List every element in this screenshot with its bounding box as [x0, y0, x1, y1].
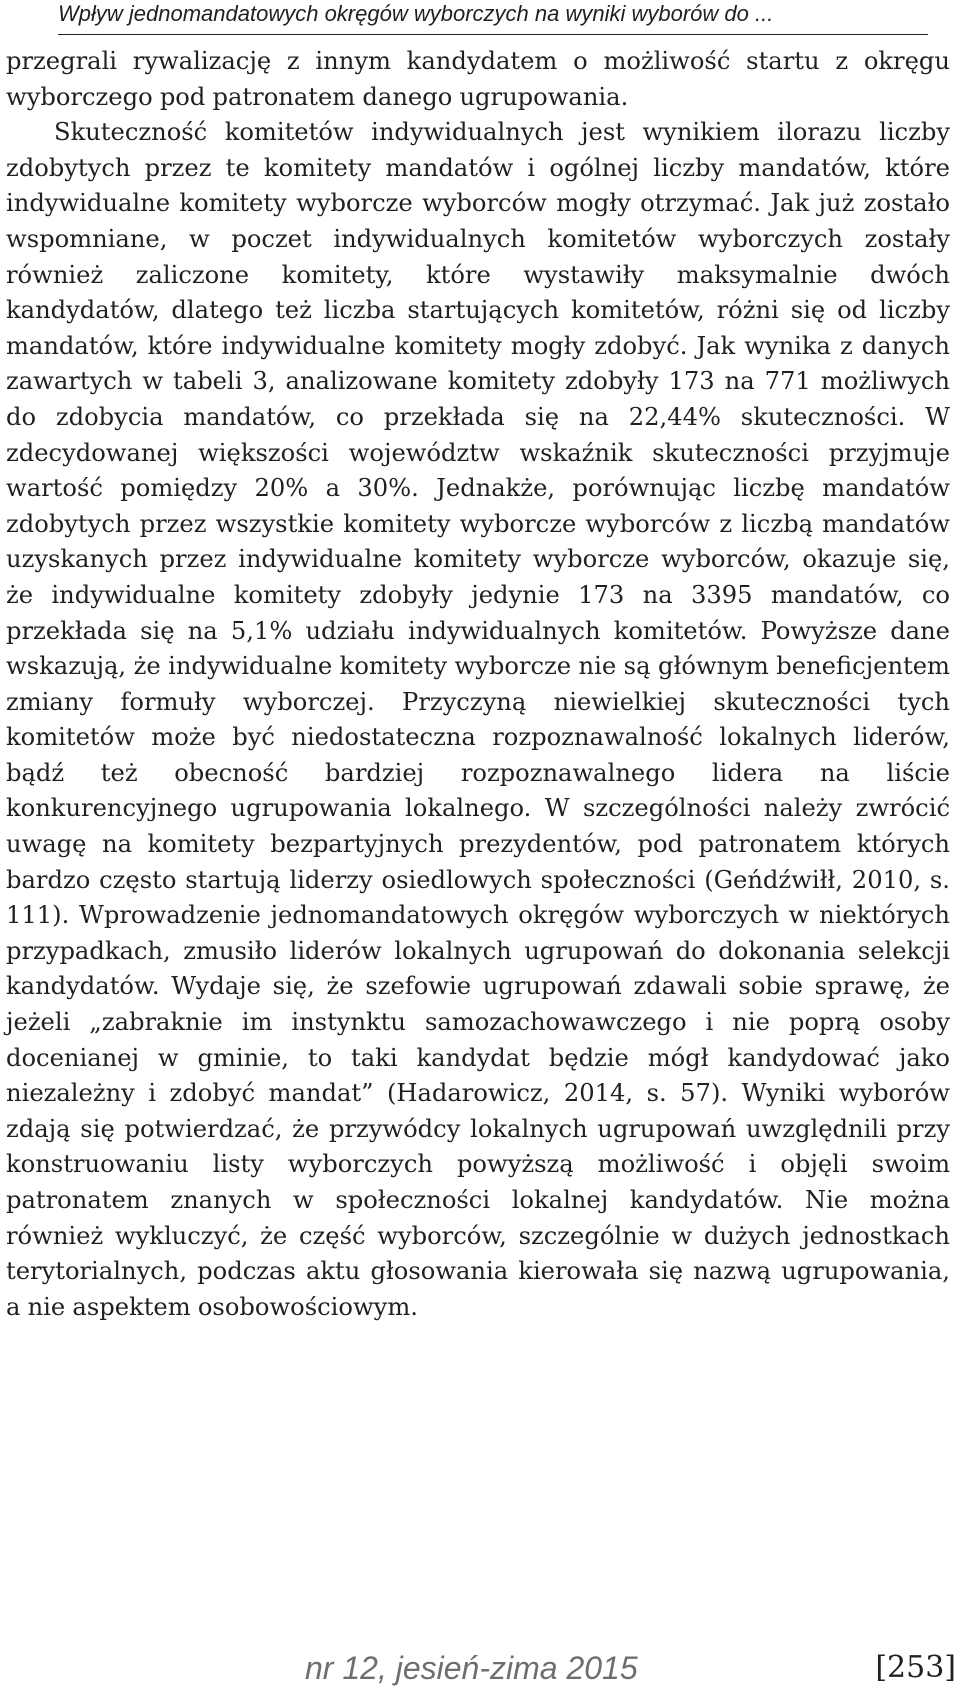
running-header	[58, 0, 928, 35]
running-title: Wpływ jednomandatowych okręgów wyborczych na wyniki wyborów do ...	[58, 1, 774, 26]
article-body	[6, 44, 950, 1325]
paragraph-continuation: przegrali rywalizację z innym kandydatem o możliwość startu z okręgu wyborczego pod patronatem danego ugrupowania.	[6, 47, 950, 111]
journal-issue: nr 12, jesień-zima 2015	[305, 1650, 638, 1686]
page-number: [253]	[875, 1650, 956, 1685]
paragraph-effectiveness: Skuteczność komitetów indywidualnych jest wynikiem ilorazu liczby zdobytych przez te komitety mandatów i ogólnej liczby mandatów, które indywidualne komitety wyborcze wyborców mogły otrzymać. Jak już zostało wspomniane, w poczet indywidualnych komitetów wyborczych zostały również zaliczone komitety, które wystawiły maksymalnie dwóch kandydatów, dlatego też liczba startujących komitetów, różni się od liczby mandatów, które indywidualne komitety mogły zdobyć. Jak wynika z danych zawartych w tabeli 3, analizowane komitety zdobyły 173 na 771 możliwych do zdobycia mandatów, co przekłada się na 22,44% skuteczności. W zdecydowanej większości województw wskaźnik skuteczności przyjmuje wartość pomiędzy 20% a 30%. Jednakże, porównując liczbę mandatów zdobytych przez wszystkie komitety wyborcze wyborców z liczbą mandatów uzyskanych przez indywidualne komitety wyborcze wyborców, okazuje się, że indywidualne komitety zdobyły jedynie 173 na 3395 mandatów, co przekłada się na 5,1% udziału indywidualnych komitetów. Powyższe dane wskazują, że indywidualne komitety wyborcze nie są głównym beneficjentem zmiany formuły wyborczej. Przyczyną niewielkiej skuteczności tych komitetów może być niedostateczna rozpoznawalność lokalnych liderów, bądź też obecność bardziej rozpoznawalnego lidera na liście konkurencyjnego ugrupowania lokalnego. W szczególności należy zwrócić uwagę na komitety bezpartyjnych prezydentów, pod patronatem których bardzo często startują liderzy osiedlowych społeczności (Geńdźwiłł, 2010, s. 111). Wprowadzenie jednomandatowych okręgów wyborczych w niektórych przypadkach, zmusiło liderów lokalnych ugrupowań do dokonania selekcji kandydatów. Wydaje się, że szefowie ugrupowań zdawali sobie sprawę, że jeżeli „zabraknie im instynktu samozachowawczego i nie poprą osoby docenianej w gminie, to taki kandydat będzie mógł kandydować jako niezależny i zdobyć mandat” (Hadarowicz, 2014, s. 57). Wyniki wyborów zdają się potwierdzać, że przywódcy lokalnych ugrupowań uwzględnili przy konstruowaniu listy wyborczych powyższą możliwość i objęli swoim patronatem znanych w społeczności lokalnej kandydatów. Nie można również wykluczyć, że część wyborców, szczególnie w dużych jednostkach terytorialnych, podczas aktu głosowania kierowała się nazwą ugrupowania, a nie aspektem osobowościowym.	[6, 118, 950, 1321]
page-footer	[0, 1648, 960, 1696]
